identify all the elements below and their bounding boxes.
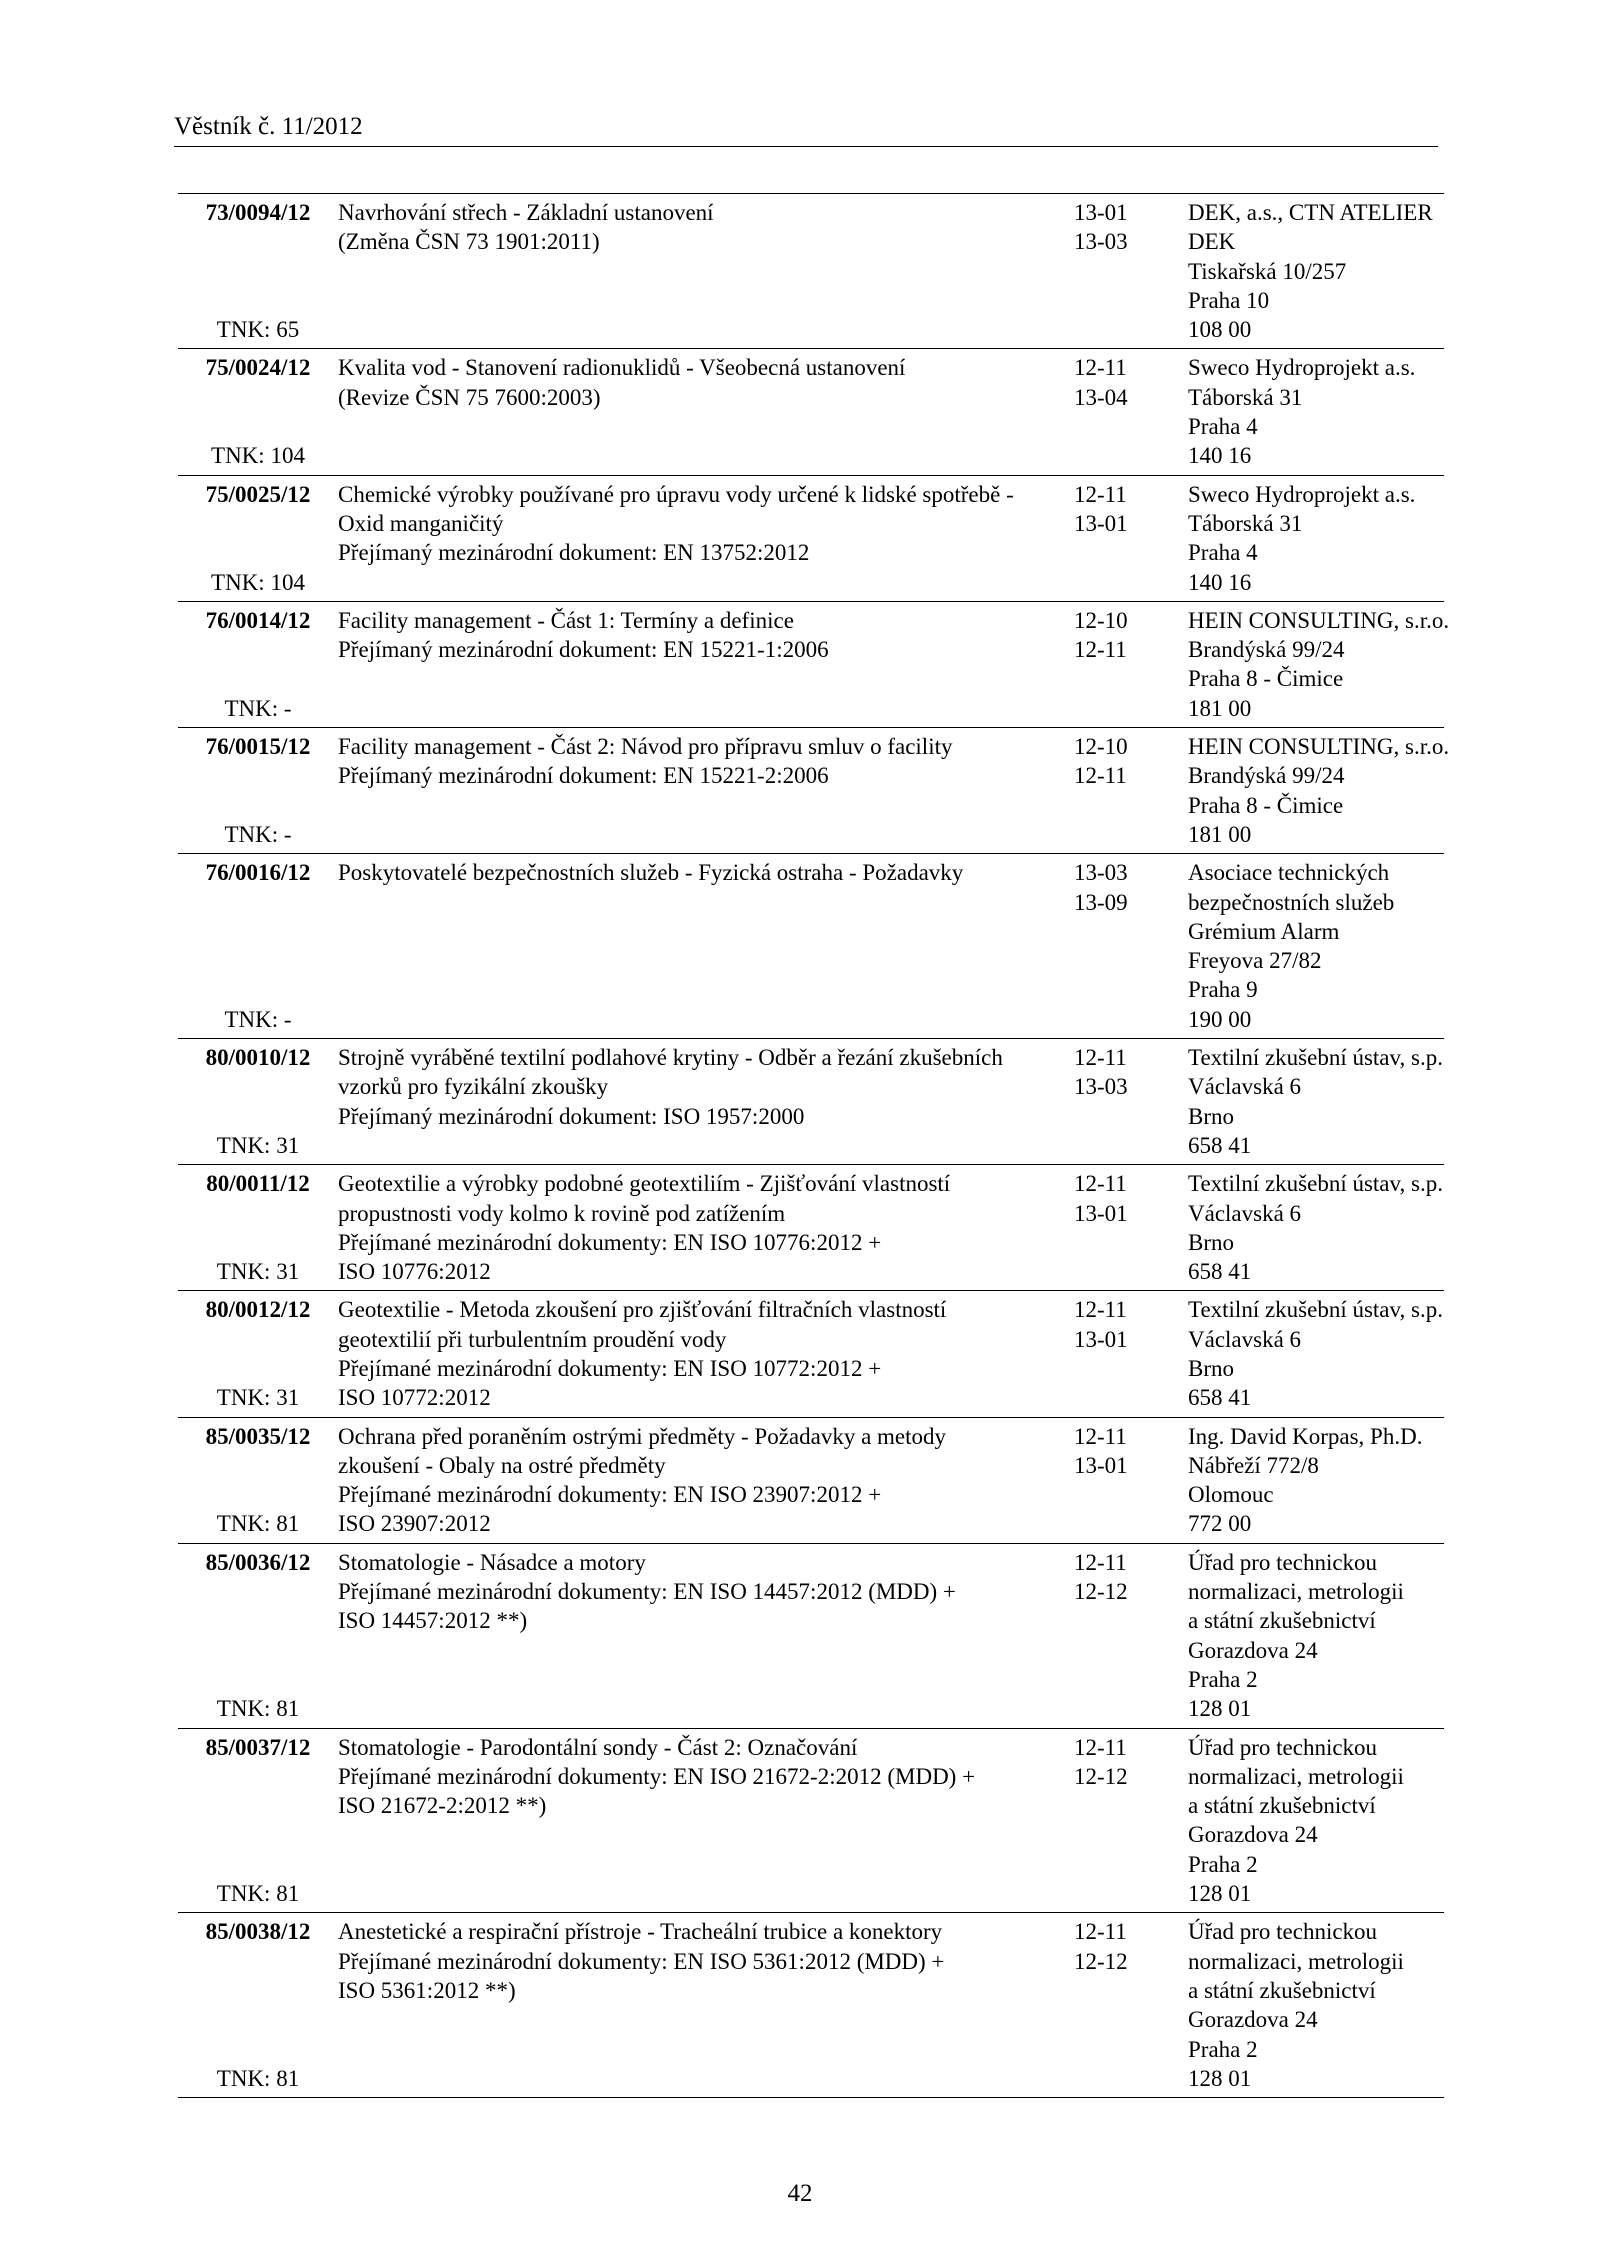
title-line: geotextilií při turbulentním proudění vody [338,1326,727,1352]
processor-line: 140 16 [1188,569,1252,595]
tnk-label: TNK: 81 [216,1511,300,1537]
standard-id-cell [178,353,326,470]
date-line: 12-11 [1074,1045,1127,1071]
title-line: Facility management - Část 2: Návod pro přípravu smluv o facility [338,734,953,760]
processor-line: 128 01 [1188,1696,1252,1722]
processor-line: Sweco Hydroprojekt a.s. [1188,355,1416,381]
standard-number: 73/0094/12 [205,200,311,225]
title-line: (Změna ČSN 73 1901:2011) [338,229,600,255]
title-line: vzorků pro fyzikální zkoušky [338,1074,609,1100]
processor-line: a státní zkušebnictví [1188,1977,1376,2003]
standard-id-cell [178,858,326,1034]
title-line: ISO 10776:2012 [338,1259,491,1285]
processor-cell [1176,1043,1444,1160]
title-line: Kvalita vod - Stanovení radionuklidů - Všeobecná ustanovení [338,355,906,381]
processor-line: Textilní zkušební ústav, s.p. [1188,1297,1443,1323]
processor-line: Gorazdova 24 [1188,1822,1318,1848]
title-cell [326,480,1062,597]
processor-line: Praha 10 [1188,287,1270,313]
title-line: Geotextilie - Metoda zkoušení pro zjišťování filtračních vlastností [338,1297,947,1323]
date-line: 12-11 [1074,763,1127,789]
dates-cell [1062,353,1176,470]
dates-cell [1062,198,1176,344]
standard-id-cell [178,1169,326,1286]
title-cell [326,1548,1062,1724]
standard-id-cell [178,1733,326,1909]
date-line: 13-03 [1074,860,1128,886]
standard-number: 85/0035/12 [205,1423,311,1449]
processor-line: 658 41 [1188,1132,1252,1158]
processor-line: Ing. David Korpas, Ph.D. [1188,1423,1423,1449]
title-cell [326,1295,1062,1412]
table-row [178,349,1444,475]
title-line: Přejímaný mezinárodní dokument: EN 15221-2:2006 [338,763,829,789]
standard-id-cell [178,1422,326,1539]
processor-cell [1176,1169,1444,1286]
processor-line: a státní zkušebnictví [1188,1793,1376,1819]
processor-line: 140 16 [1188,443,1252,469]
table-row [178,1291,1444,1417]
processor-line: Úřad pro technickou [1188,1549,1378,1575]
table-row [178,1729,1444,1914]
title-line: ISO 23907:2012 [338,1511,491,1537]
processor-line: Brno [1188,1355,1234,1381]
standard-id-cell [178,480,326,597]
processor-cell [1176,198,1444,344]
tnk-label: TNK: - [224,695,292,721]
title-line: ISO 10772:2012 [338,1385,491,1411]
dates-cell [1062,1169,1176,1286]
title-line: Stomatologie - Parodontální sondy - Část 2: Označování [338,1734,858,1760]
processor-line: Praha 2 [1188,1666,1258,1692]
processor-line: Praha 8 - Čimice [1188,792,1344,818]
title-line: zkoušení - Obaly na ostré předměty [338,1452,666,1478]
dates-cell [1062,480,1176,597]
standard-id-cell [178,606,326,723]
title-cell [326,1422,1062,1539]
date-line: 12-10 [1074,607,1128,633]
date-line: 13-04 [1074,384,1128,410]
processor-cell [1176,1548,1444,1724]
date-line: 12-11 [1074,1734,1127,1760]
date-line: 12-12 [1074,1763,1128,1789]
processor-line: normalizaci, metrologii [1188,1948,1404,1974]
dates-cell [1062,1548,1176,1724]
title-line: Přejímané mezinárodní dokumenty: EN ISO 14457:2012 (MDD) + [338,1579,956,1605]
title-cell [326,858,1062,1034]
title-cell [326,732,1062,849]
date-line: 13-03 [1074,1074,1128,1100]
title-cell [326,1169,1062,1286]
standards-table [178,193,1450,2098]
title-cell [326,1733,1062,1909]
processor-line: Úřad pro technickou [1188,1919,1378,1945]
table-row [178,476,1444,602]
processor-line: 181 00 [1188,821,1252,847]
processor-line: Úřad pro technickou [1188,1734,1378,1760]
processor-line: Sweco Hydroprojekt a.s. [1188,481,1416,507]
processor-line: 772 00 [1188,1511,1252,1537]
title-line: Přejímané mezinárodní dokumenty: EN ISO 10772:2012 + [338,1355,882,1381]
processor-line: Brandýská 99/24 [1188,637,1345,663]
processor-cell [1176,606,1450,723]
dates-cell [1062,1917,1176,2093]
title-line: Poskytovatelé bezpečnostních služeb - Fyzická ostraha - Požadavky [338,860,964,886]
tnk-label: TNK: 81 [216,1696,300,1722]
date-line: 12-11 [1074,637,1127,663]
processor-line: Grémium Alarm [1188,918,1340,944]
tnk-label: TNK: - [224,1006,292,1032]
title-line: Navrhování střech - Základní ustanovení [338,200,714,225]
date-line: 13-01 [1074,200,1128,225]
title-cell [326,353,1062,470]
title-line: Přejímaný mezinárodní dokument: EN 13752:2012 [338,540,810,566]
date-line: 13-09 [1074,889,1128,915]
processor-line: a státní zkušebnictví [1188,1608,1376,1634]
processor-line: Praha 2 [1188,2036,1258,2062]
processor-line: 128 01 [1188,2065,1252,2091]
standard-id-cell [178,198,326,344]
date-line: 13-01 [1074,1326,1128,1352]
title-cell [326,198,1062,344]
processor-line: Praha 4 [1188,540,1258,566]
tnk-label: TNK: 81 [216,1881,300,1907]
processor-line: DEK [1188,229,1236,255]
title-line: Přejímané mezinárodní dokumenty: EN ISO 10776:2012 + [338,1229,882,1255]
date-line: 12-11 [1074,481,1127,507]
table-row [178,1418,1444,1544]
processor-line: Textilní zkušební ústav, s.p. [1188,1045,1443,1071]
table-row [178,728,1450,854]
standard-number: 85/0037/12 [205,1734,311,1760]
processor-cell [1176,1733,1444,1909]
standard-number: 75/0025/12 [205,481,311,507]
processor-line: Brno [1188,1229,1234,1255]
processor-line: Václavská 6 [1188,1074,1302,1100]
title-line: Přejímaný mezinárodní dokument: ISO 1957:2000 [338,1103,805,1129]
date-line: 12-11 [1074,355,1127,381]
standard-number: 75/0024/12 [205,355,311,381]
date-line: 12-11 [1074,1171,1127,1197]
title-line: ISO 21672-2:2012 **) [338,1793,547,1819]
standard-number: 85/0038/12 [205,1919,311,1945]
title-line: (Revize ČSN 75 7600:2003) [338,384,601,410]
date-line: 12-11 [1074,1919,1127,1945]
title-line: Facility management - Část 1: Termíny a definice [338,607,794,633]
tnk-label: TNK: 104 [211,443,305,469]
processor-line: normalizaci, metrologii [1188,1763,1404,1789]
tnk-label: TNK: 65 [216,317,300,343]
tnk-label: TNK: 31 [216,1259,300,1285]
date-line: 12-11 [1074,1549,1127,1575]
table-row [178,854,1444,1039]
processor-line: 658 41 [1188,1259,1252,1285]
processor-line: DEK, a.s., CTN ATELIER [1188,200,1433,225]
table-row [178,1039,1444,1165]
processor-line: bezpečnostních služeb [1188,889,1395,915]
standard-id-cell [178,732,326,849]
standard-number: 76/0016/12 [205,860,311,886]
tnk-label: TNK: - [224,821,292,847]
processor-cell [1176,732,1450,849]
processor-line: normalizaci, metrologii [1188,1579,1404,1605]
processor-cell [1176,480,1444,597]
processor-line: 108 00 [1188,317,1252,343]
title-line: Přejímané mezinárodní dokumenty: EN ISO 23907:2012 + [338,1482,882,1508]
title-line: Přejímané mezinárodní dokumenty: EN ISO 21672-2:2012 (MDD) + [338,1763,976,1789]
dates-cell [1062,732,1176,849]
title-line: Ochrana před poraněním ostrými předměty - Požadavky a metody [338,1423,947,1449]
processor-line: Václavská 6 [1188,1200,1302,1226]
standard-id-cell [178,1295,326,1412]
processor-line: HEIN CONSULTING, s.r.o. [1188,734,1450,760]
processor-cell [1176,1917,1444,2093]
processor-line: Václavská 6 [1188,1326,1302,1352]
standard-number: 85/0036/12 [205,1549,311,1575]
processor-line: Praha 2 [1188,1851,1258,1877]
date-line: 13-01 [1074,1200,1128,1226]
standard-number: 80/0010/12 [205,1045,311,1071]
date-line: 12-11 [1074,1297,1127,1323]
page-header [174,112,1438,147]
processor-line: Nábřeží 772/8 [1188,1452,1319,1478]
processor-line: 658 41 [1188,1385,1252,1411]
processor-line: Praha 9 [1188,977,1258,1003]
title-line: ISO 14457:2012 **) [338,1608,528,1634]
title-line: Oxid manganičitý [338,510,504,536]
date-line: 12-11 [1074,1423,1127,1449]
title-line: Stomatologie - Násadce a motory [338,1549,646,1575]
processor-cell [1176,353,1444,470]
standard-id-cell [178,1917,326,2093]
processor-line: Brno [1188,1103,1234,1129]
processor-line: Gorazdova 24 [1188,1637,1318,1663]
processor-line: Brandýská 99/24 [1188,763,1345,789]
date-line: 12-10 [1074,734,1128,760]
processor-line: Táborská 31 [1188,510,1303,536]
processor-line: 128 01 [1188,1881,1252,1907]
processor-line: Praha 8 - Čimice [1188,666,1344,692]
title-line: Přejímané mezinárodní dokumenty: EN ISO 5361:2012 (MDD) + [338,1948,945,1974]
processor-line: Freyova 27/82 [1188,948,1322,974]
tnk-label: TNK: 81 [216,2065,300,2091]
date-line: 12-12 [1074,1579,1128,1605]
tnk-label: TNK: 31 [216,1385,300,1411]
standard-number: 80/0012/12 [205,1297,311,1323]
title-line: Strojně vyráběné textilní podlahové krytiny - Odběr a řezání zkušebních [338,1045,1003,1071]
title-cell [326,606,1062,723]
table-row [178,1544,1444,1729]
dates-cell [1062,1295,1176,1412]
processor-cell [1176,1295,1444,1412]
processor-cell [1176,1422,1444,1539]
title-line: propustnosti vody kolmo k rovině pod zatížením [338,1200,786,1226]
standard-id-cell [178,1043,326,1160]
processor-line: Praha 4 [1188,414,1258,440]
table-row [178,602,1450,728]
title-cell [326,1917,1062,2093]
title-line: Geotextilie a výrobky podobné geotextiliím - Zjišťování vlastností [338,1171,951,1197]
table-row [178,1913,1444,2098]
dates-cell [1062,1043,1176,1160]
title-line: Anestetické a respirační přístroje - Tracheální trubice a konektory [338,1919,943,1945]
tnk-label: TNK: 31 [216,1132,300,1158]
date-line: 13-01 [1074,510,1128,536]
processor-line: HEIN CONSULTING, s.r.o. [1188,607,1450,633]
dates-cell [1062,1422,1176,1539]
title-line: Chemické výrobky používané pro úpravu vody určené k lidské spotřebě - [338,481,1014,507]
processor-line: 181 00 [1188,695,1252,721]
processor-line: Táborská 31 [1188,384,1303,410]
processor-line: Tiskařská 10/257 [1188,258,1347,284]
dates-cell [1062,858,1176,1034]
table-row [178,194,1444,349]
standard-number: 76/0014/12 [205,607,311,633]
dates-cell [1062,606,1176,723]
title-line: ISO 5361:2012 **) [338,1977,516,2003]
standard-number: 76/0015/12 [205,734,311,760]
title-line: Přejímaný mezinárodní dokument: EN 15221-1:2006 [338,637,829,663]
table-row [178,1165,1444,1291]
date-line: 13-03 [1074,229,1128,255]
processor-cell [1176,858,1444,1034]
date-line: 12-12 [1074,1948,1128,1974]
processor-line: Gorazdova 24 [1188,2007,1318,2033]
tnk-label: TNK: 104 [211,569,305,595]
processor-line: Asociace technických [1188,860,1390,886]
standard-number: 80/0011/12 [206,1171,310,1197]
publication-title: Věstník č. 11/2012 [174,113,363,140]
title-cell [326,1043,1062,1160]
dates-cell [1062,1733,1176,1909]
processor-line: Textilní zkušební ústav, s.p. [1188,1171,1443,1197]
processor-line: 190 00 [1188,1006,1252,1032]
date-line: 13-01 [1074,1452,1128,1478]
page-number: 42 [787,2180,813,2207]
standard-id-cell [178,1548,326,1724]
processor-line: Olomouc [1188,1482,1274,1508]
